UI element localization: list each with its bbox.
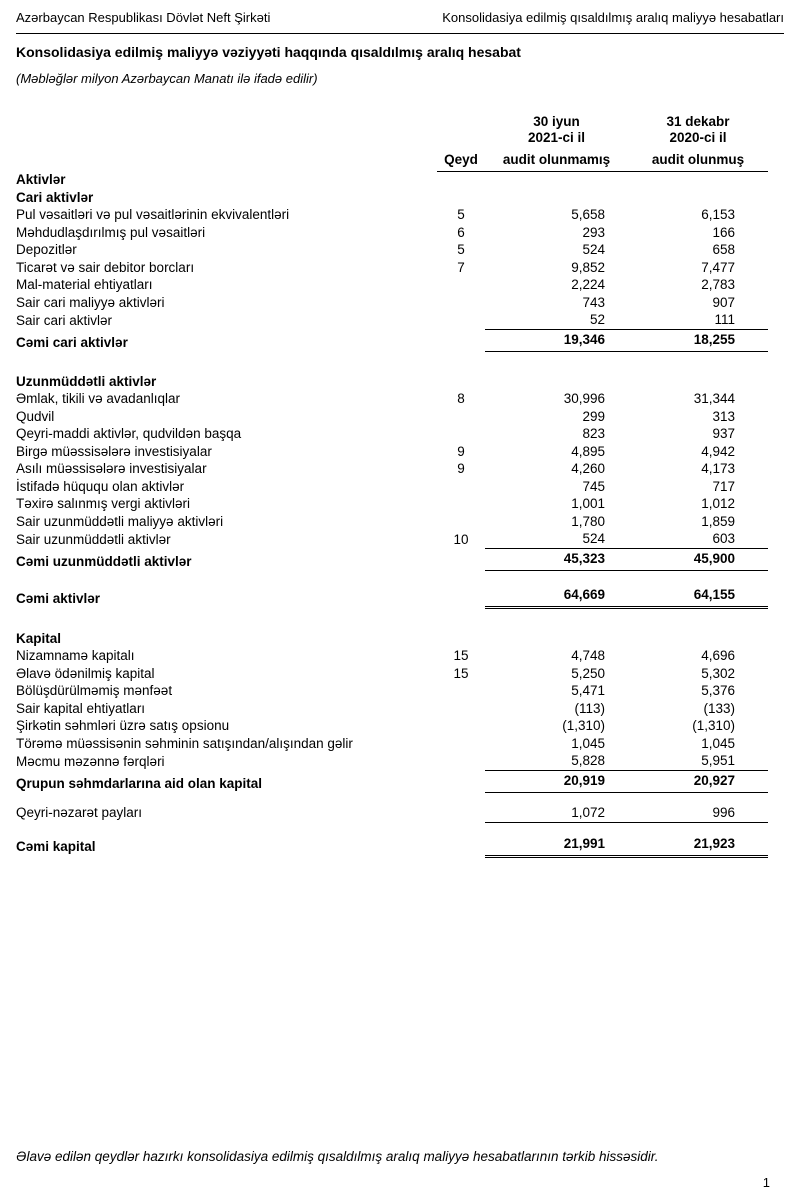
row-value-2020: 5,376 bbox=[701, 683, 735, 699]
statement-row bbox=[16, 683, 768, 701]
statement-row bbox=[16, 426, 768, 444]
statement-row bbox=[16, 312, 768, 330]
statement-row bbox=[16, 771, 768, 793]
row-value-2021: 20,919 bbox=[485, 771, 628, 793]
row-note-ref bbox=[437, 408, 485, 426]
statement-row bbox=[16, 207, 768, 225]
statement-row bbox=[16, 496, 768, 514]
spacer-cell bbox=[16, 793, 768, 805]
row-value-2020 bbox=[628, 189, 768, 207]
statement-row bbox=[16, 834, 768, 857]
financial-statement-table bbox=[16, 114, 768, 858]
row-value-2021: 1,001 bbox=[571, 496, 605, 512]
label-column-header bbox=[16, 114, 437, 171]
row-value-2021 bbox=[485, 630, 628, 648]
statement-row bbox=[16, 330, 768, 352]
row-value-2021 bbox=[485, 189, 628, 207]
spacer-row bbox=[16, 822, 768, 834]
spacer-row bbox=[16, 608, 768, 631]
row-value-2021: 524 bbox=[582, 242, 605, 258]
row-note-ref bbox=[437, 171, 485, 189]
row-label: Nizamnamə kapitalı bbox=[16, 648, 135, 664]
row-value-2020: 658 bbox=[712, 242, 735, 258]
document-header bbox=[16, 10, 784, 34]
row-note-ref bbox=[437, 496, 485, 514]
statement-row bbox=[16, 718, 768, 736]
row-value-2020: 907 bbox=[712, 294, 735, 310]
row-note-ref bbox=[437, 753, 485, 771]
row-value-2021: 1,045 bbox=[571, 735, 605, 751]
row-value-2021: 45,323 bbox=[485, 549, 628, 571]
row-value-2020: 937 bbox=[712, 426, 735, 442]
statement-row bbox=[16, 171, 768, 189]
row-label: Mal-material ehtiyatları bbox=[16, 277, 153, 293]
statement-row bbox=[16, 277, 768, 295]
row-label: Sair uzunmüddətli aktivlər bbox=[16, 531, 171, 547]
row-label: Qeyri-nəzarət payları bbox=[16, 805, 143, 821]
table-header-row bbox=[16, 114, 768, 171]
note-column-header-label: Qeyd bbox=[444, 151, 478, 167]
row-label: Cari aktivlər bbox=[16, 189, 94, 205]
row-note-ref bbox=[437, 804, 485, 822]
page-number: 1 bbox=[762, 1175, 770, 1190]
statement-row bbox=[16, 531, 768, 549]
row-value-2020: 1,045 bbox=[701, 735, 735, 751]
row-note-ref bbox=[437, 277, 485, 295]
statement-row bbox=[16, 700, 768, 718]
row-label: Sair uzunmüddətli maliyyə aktivləri bbox=[16, 513, 224, 529]
row-value-2021: 2,224 bbox=[571, 277, 605, 293]
row-value-2020: 996 bbox=[628, 804, 768, 822]
statement-row bbox=[16, 549, 768, 571]
statement-body bbox=[16, 171, 768, 856]
row-value-2021: 64,669 bbox=[485, 585, 628, 608]
row-label: Cəmi cari aktivlər bbox=[16, 334, 128, 350]
column-header-2020-line3: audit olunmuş bbox=[651, 151, 745, 167]
row-note-ref bbox=[437, 478, 485, 496]
statement-row bbox=[16, 189, 768, 207]
statement-row bbox=[16, 735, 768, 753]
row-value-2020 bbox=[628, 171, 768, 189]
row-value-2020: 603 bbox=[628, 531, 768, 549]
row-value-2020: (133) bbox=[703, 700, 735, 716]
statement-row bbox=[16, 408, 768, 426]
statement-row bbox=[16, 513, 768, 531]
row-value-2020: 21,923 bbox=[628, 834, 768, 857]
row-value-2020: 1,012 bbox=[701, 496, 735, 512]
row-value-2021: 299 bbox=[582, 408, 605, 424]
statement-row bbox=[16, 224, 768, 242]
row-label: Depozitlər bbox=[16, 242, 77, 258]
row-note-ref bbox=[437, 585, 485, 608]
row-value-2020: 45,900 bbox=[628, 549, 768, 571]
column-header-2020-line2: 2020-ci il bbox=[669, 129, 727, 145]
row-note-ref bbox=[437, 330, 485, 352]
row-value-2020: 717 bbox=[712, 478, 735, 494]
row-value-2021: 21,991 bbox=[485, 834, 628, 857]
row-note-ref bbox=[437, 700, 485, 718]
statement-row bbox=[16, 585, 768, 608]
row-value-2020: 2,783 bbox=[701, 277, 735, 293]
row-value-2021: 4,895 bbox=[571, 443, 605, 459]
row-note-ref: 5 bbox=[457, 242, 465, 258]
statement-row bbox=[16, 461, 768, 479]
row-label: Qeyri-maddi aktivlər, qudvildən başqa bbox=[16, 426, 242, 442]
row-value-2021: 19,346 bbox=[485, 330, 628, 352]
row-note-ref bbox=[437, 312, 485, 330]
row-label: Ticarət və sair debitor borcları bbox=[16, 259, 195, 275]
spacer-row bbox=[16, 571, 768, 586]
column-header-2020 bbox=[628, 114, 768, 171]
row-value-2020: 313 bbox=[712, 408, 735, 424]
row-value-2020: 6,153 bbox=[701, 207, 735, 223]
row-label: Cəmi aktivlər bbox=[16, 590, 101, 606]
row-value-2020: 111 bbox=[628, 312, 768, 330]
row-label: Pul vəsaitləri və pul vəsaitlərinin ekvivalentləri bbox=[16, 207, 290, 223]
row-label: Birgə müəssisələrə investisiyalar bbox=[16, 443, 212, 459]
row-value-2021: 9,852 bbox=[571, 259, 605, 275]
row-value-2020: 5,951 bbox=[628, 753, 768, 771]
column-header-2021-line2: 2021-ci il bbox=[527, 129, 586, 145]
row-label: Törəmə müəssisənin səhminin satışından/alışından gəlir bbox=[16, 735, 353, 751]
row-value-2021: 743 bbox=[582, 294, 605, 310]
row-value-2020: 4,942 bbox=[701, 443, 735, 459]
row-value-2021: 5,250 bbox=[571, 665, 605, 681]
row-note-ref: 7 bbox=[457, 259, 465, 275]
spacer-row bbox=[16, 793, 768, 805]
row-label: Aktivlər bbox=[16, 172, 66, 188]
row-value-2021: 5,471 bbox=[571, 683, 605, 699]
header-report-type: Konsolidasiya edilmiş qısaldılmış aralıq maliyyə hesabatları bbox=[442, 10, 784, 25]
row-value-2021 bbox=[485, 171, 628, 189]
row-label: Əmlak, tikili və avadanlıqlar bbox=[16, 391, 180, 407]
statement-row bbox=[16, 630, 768, 648]
row-label: Qrupun səhmdarlarına aid olan kapital bbox=[16, 775, 263, 791]
row-value-2020: 64,155 bbox=[628, 585, 768, 608]
statement-row bbox=[16, 804, 768, 822]
row-value-2021: (113) bbox=[574, 700, 605, 716]
row-note-ref: 10 bbox=[453, 531, 469, 547]
spacer-cell bbox=[16, 352, 768, 374]
column-header-2021-line1: 30 iyun bbox=[533, 114, 580, 129]
row-label: Sair cari aktivlər bbox=[16, 312, 113, 328]
row-label: Şirkətin səhmləri üzrə satış opsionu bbox=[16, 718, 230, 734]
row-value-2021: 524 bbox=[485, 531, 628, 549]
statement-row bbox=[16, 648, 768, 666]
row-note-ref bbox=[437, 683, 485, 701]
row-note-ref bbox=[437, 189, 485, 207]
row-value-2021: 823 bbox=[582, 426, 605, 442]
row-note-ref: 15 bbox=[453, 648, 469, 664]
row-label: Asılı müəssisələrə investisiyalar bbox=[16, 461, 207, 477]
row-label: Sair cari maliyyə aktivləri bbox=[16, 294, 165, 310]
row-value-2020: 1,859 bbox=[701, 513, 735, 529]
report-subtitle: (Məbləğlər milyon Azərbaycan Manatı ilə ifadə edilir) bbox=[16, 70, 318, 86]
row-note-ref: 9 bbox=[457, 461, 465, 477]
row-note-ref bbox=[437, 834, 485, 857]
row-value-2021: 4,260 bbox=[571, 461, 605, 477]
row-note-ref: 15 bbox=[453, 665, 469, 681]
row-value-2020: (1,310) bbox=[692, 718, 735, 734]
column-header-2021 bbox=[485, 114, 628, 171]
row-label: Bölüşdürülməmiş mənfəət bbox=[16, 683, 173, 699]
row-note-ref bbox=[437, 630, 485, 648]
row-note-ref: 6 bbox=[457, 224, 465, 240]
row-note-ref bbox=[437, 294, 485, 312]
spacer-row bbox=[16, 352, 768, 374]
row-value-2021: 1,780 bbox=[571, 513, 605, 529]
row-value-2020 bbox=[628, 630, 768, 648]
row-note-ref bbox=[437, 426, 485, 444]
spacer-cell bbox=[16, 822, 768, 834]
row-label: Kapital bbox=[16, 630, 62, 646]
row-label: Əlavə ödənilmiş kapital bbox=[16, 665, 155, 681]
statement-row bbox=[16, 665, 768, 683]
row-label: Təxirə salınmış vergi aktivləri bbox=[16, 496, 191, 512]
row-note-ref bbox=[437, 718, 485, 736]
row-label: İstifadə hüququ olan aktivlər bbox=[16, 478, 185, 494]
table-header bbox=[16, 114, 768, 171]
row-label: Sair kapital ehtiyatları bbox=[16, 700, 146, 716]
spacer-cell bbox=[16, 608, 768, 631]
statement-row bbox=[16, 478, 768, 496]
row-label: Uzunmüddətli aktivlər bbox=[16, 373, 157, 389]
row-label: Qudvil bbox=[16, 408, 55, 424]
row-value-2021: 30,996 bbox=[563, 391, 605, 407]
row-value-2021: 1,072 bbox=[485, 804, 628, 822]
row-value-2020: 7,477 bbox=[701, 259, 735, 275]
statement-row bbox=[16, 373, 768, 391]
row-note-ref bbox=[437, 549, 485, 571]
row-note-ref bbox=[437, 771, 485, 793]
column-header-2020-line1: 31 dekabr bbox=[666, 114, 730, 129]
row-value-2020: 4,173 bbox=[701, 461, 735, 477]
row-value-2021: 293 bbox=[582, 224, 605, 240]
header-company-name: Azərbaycan Respublikası Dövlət Neft Şirkəti bbox=[16, 10, 271, 25]
row-label: Məcmu məzənnə fərqləri bbox=[16, 753, 165, 769]
row-value-2021: 5,658 bbox=[571, 207, 605, 223]
row-value-2021 bbox=[485, 373, 628, 391]
row-value-2020: 20,927 bbox=[628, 771, 768, 793]
row-value-2021: 4,748 bbox=[571, 648, 605, 664]
column-header-2021-line3: audit olunmamış bbox=[502, 151, 611, 167]
statement-row bbox=[16, 753, 768, 771]
row-value-2020: 4,696 bbox=[701, 648, 735, 664]
row-value-2020: 18,255 bbox=[628, 330, 768, 352]
spacer-cell bbox=[16, 571, 768, 586]
row-note-ref: 8 bbox=[457, 391, 465, 407]
report-title: Konsolidasiya edilmiş maliyyə vəziyyəti haqqında qısaldılmış aralıq hesabat bbox=[16, 44, 521, 61]
statement-row bbox=[16, 294, 768, 312]
row-value-2020 bbox=[628, 373, 768, 391]
row-value-2020: 31,344 bbox=[693, 391, 735, 407]
footnote: Əlavə edilən qeydlər hazırkı konsolidasiya edilmiş qısaldılmış aralıq maliyyə hesabatlarının tərkib hissəsidir. bbox=[16, 1149, 659, 1165]
row-value-2021: 52 bbox=[485, 312, 628, 330]
row-note-ref bbox=[437, 513, 485, 531]
row-value-2021: (1,310) bbox=[562, 718, 605, 734]
row-value-2020: 166 bbox=[712, 224, 735, 240]
row-label: Cəmi uzunmüddətli aktivlər bbox=[16, 553, 192, 569]
note-column-header bbox=[437, 114, 485, 171]
row-note-ref bbox=[437, 373, 485, 391]
row-value-2021: 5,828 bbox=[485, 753, 628, 771]
statement-row bbox=[16, 443, 768, 461]
row-label: Məhdudlaşdırılmış pul vəsaitləri bbox=[16, 224, 206, 240]
statement-row bbox=[16, 259, 768, 277]
row-value-2021: 745 bbox=[582, 478, 605, 494]
statement-row bbox=[16, 242, 768, 260]
row-note-ref: 9 bbox=[457, 443, 465, 459]
statement-row bbox=[16, 391, 768, 409]
row-value-2020: 5,302 bbox=[701, 665, 735, 681]
row-label: Cəmi kapital bbox=[16, 839, 96, 855]
row-note-ref: 5 bbox=[457, 207, 465, 223]
row-note-ref bbox=[437, 735, 485, 753]
